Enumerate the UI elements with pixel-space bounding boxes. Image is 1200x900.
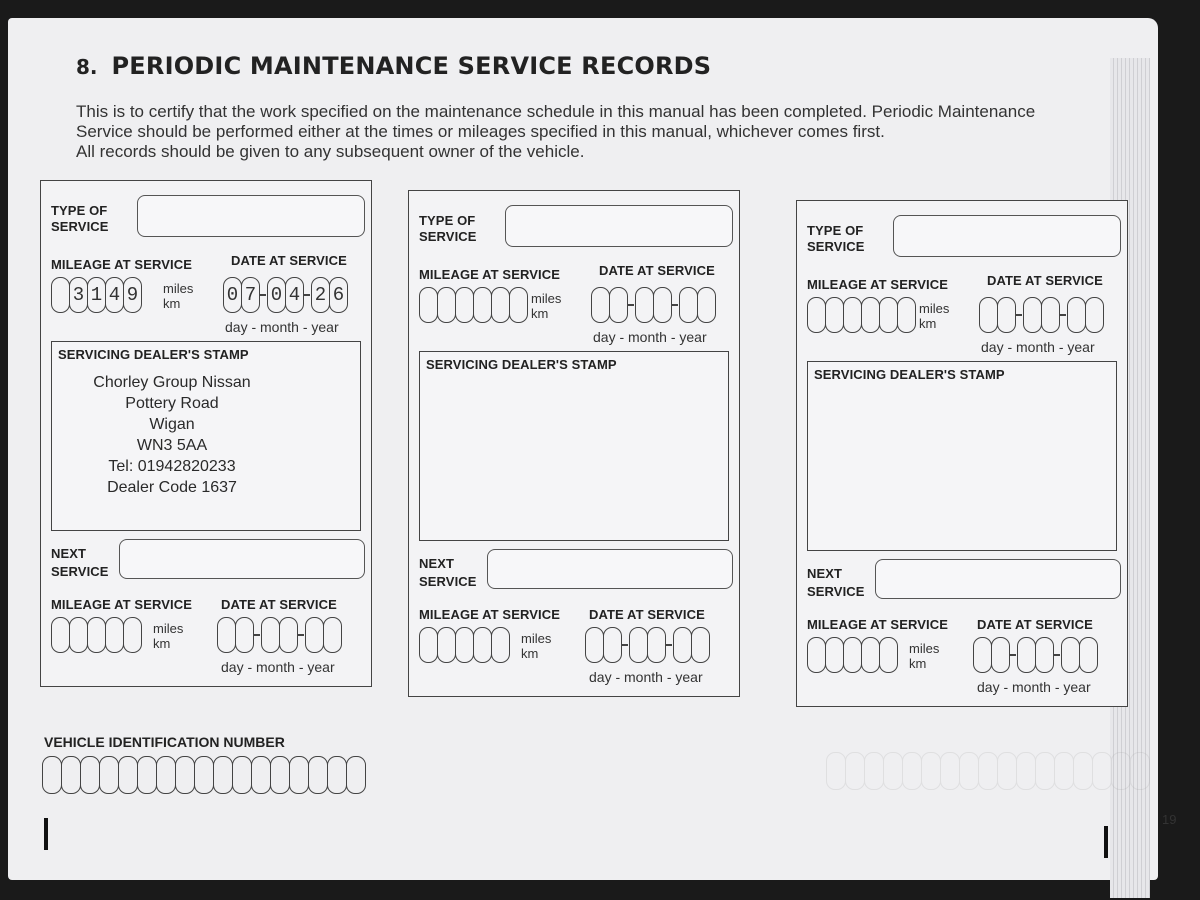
ghost-vin-cell <box>845 752 865 790</box>
stamp-line: WN3 5AA <box>136 437 208 454</box>
digit-cell[interactable] <box>455 287 474 323</box>
km-unit: km <box>163 296 181 311</box>
vin-field[interactable] <box>42 756 365 794</box>
date-digit-cell[interactable]: 7 <box>241 277 260 313</box>
intro-line-1: This is to certify that the work specified on the maintenance schedule in this manual has been completed. Periodic Maintenance <box>76 102 1036 121</box>
digit-cell[interactable]: 4 <box>105 277 124 313</box>
digit-cell[interactable] <box>419 287 438 323</box>
section-number: 8. <box>76 55 98 79</box>
page-content <box>36 40 1177 860</box>
date-digit-cell[interactable] <box>697 287 716 323</box>
date-digit-cell[interactable] <box>691 627 710 663</box>
digit-cell[interactable] <box>897 297 916 333</box>
date-digit-cell[interactable] <box>1023 297 1042 333</box>
ghost-vin-cell <box>921 752 941 790</box>
vin-cell[interactable] <box>289 756 309 794</box>
date-format-hint: day - month - year <box>981 339 1095 355</box>
stamp-line: Wigan <box>149 416 195 433</box>
digit-cell[interactable] <box>807 637 826 673</box>
stamp-line: Tel: 01942820233 <box>108 458 236 475</box>
ghost-vin-cell <box>1092 752 1112 790</box>
date-separator <box>304 294 310 296</box>
next-service-field[interactable] <box>487 549 733 589</box>
dealer-stamp-area[interactable] <box>807 361 1117 551</box>
vin-cell[interactable] <box>99 756 119 794</box>
date-format-hint: day - month - year <box>593 329 707 345</box>
digit-cell[interactable] <box>105 617 124 653</box>
miles-unit: miles <box>531 291 562 306</box>
digit-cell[interactable] <box>455 627 474 663</box>
ghost-vin-cell <box>902 752 922 790</box>
ghost-vin-cell <box>883 752 903 790</box>
type-of-service-label: TYPE OF SERVICE <box>51 203 109 234</box>
ghost-vin-cell <box>997 752 1017 790</box>
service-record-1 <box>40 180 372 687</box>
digit-cell[interactable] <box>861 637 880 673</box>
dealer-stamp-area[interactable] <box>51 341 361 531</box>
next-miles-unit: miles <box>909 641 940 656</box>
ghost-vin-cell <box>1016 752 1036 790</box>
date-digit-cell[interactable] <box>279 617 298 653</box>
next-service-label: NEXT SERVICE <box>419 556 477 589</box>
digit-cell[interactable] <box>51 617 70 653</box>
mileage-label: MILEAGE AT SERVICE <box>807 277 948 292</box>
digit-cell[interactable]: 1 <box>87 277 106 313</box>
dealer-stamp-text <box>52 372 292 498</box>
vin-cell[interactable] <box>156 756 176 794</box>
date-separator <box>1016 314 1022 316</box>
digit-cell[interactable] <box>843 637 862 673</box>
type-of-service-label: TYPE OF SERVICE <box>419 213 477 244</box>
date-digit-cell[interactable] <box>1017 637 1036 673</box>
section-heading <box>76 52 711 80</box>
vin-cell[interactable] <box>42 756 62 794</box>
date-digit-cell[interactable] <box>591 287 610 323</box>
digit-cell[interactable] <box>437 627 456 663</box>
type-of-service-field[interactable] <box>893 215 1121 257</box>
next-service-label: NEXT SERVICE <box>807 566 865 599</box>
next-mileage-label: MILEAGE AT SERVICE <box>51 597 192 612</box>
vin-cell[interactable] <box>270 756 290 794</box>
next-miles-unit: miles <box>521 631 552 646</box>
vin-cell[interactable] <box>137 756 157 794</box>
next-date-label: DATE AT SERVICE <box>589 607 705 622</box>
date-digit-cell[interactable] <box>647 627 666 663</box>
date-digit-cell[interactable] <box>679 287 698 323</box>
next-date-field[interactable] <box>217 617 341 653</box>
next-date-field[interactable] <box>585 627 709 663</box>
vin-cell[interactable] <box>118 756 138 794</box>
digit-cell[interactable] <box>123 617 142 653</box>
date-digit-cell[interactable] <box>991 637 1010 673</box>
date-separator <box>1054 654 1060 656</box>
date-field[interactable] <box>591 287 715 323</box>
date-separator <box>1010 654 1016 656</box>
digit-cell[interactable] <box>825 297 844 333</box>
vin-cell[interactable] <box>346 756 366 794</box>
type-of-service-field[interactable] <box>137 195 365 237</box>
date-field[interactable] <box>223 277 347 313</box>
ghost-vin-cell <box>1111 752 1131 790</box>
next-km-unit: km <box>521 646 539 661</box>
date-digit-cell[interactable] <box>305 617 324 653</box>
vin-cell[interactable] <box>80 756 100 794</box>
intro-line-3: All records should be given to any subsequent owner of the vehicle. <box>76 142 585 161</box>
digit-cell[interactable] <box>491 287 510 323</box>
dealer-stamp-label: SERVICING DEALER'S STAMP <box>58 347 249 362</box>
next-units <box>153 621 183 651</box>
next-date-format-hint: day - month - year <box>221 659 335 675</box>
vin-cell[interactable] <box>251 756 271 794</box>
vin-cell[interactable] <box>308 756 328 794</box>
date-digit-cell[interactable] <box>603 627 622 663</box>
digit-cell[interactable] <box>861 297 880 333</box>
date-separator <box>1060 314 1066 316</box>
date-digit-cell[interactable]: 6 <box>329 277 348 313</box>
date-digit-cell[interactable] <box>673 627 692 663</box>
stamp-line: Pottery Road <box>125 395 219 412</box>
mileage-label: MILEAGE AT SERVICE <box>419 267 560 282</box>
intro-text <box>76 102 1136 162</box>
intro-line-2: Service should be performed either at the times or mileages specified in this manual, whichever comes first. <box>76 122 885 141</box>
next-km-unit: km <box>909 656 927 671</box>
mileage-label: MILEAGE AT SERVICE <box>51 257 192 272</box>
next-service-field[interactable] <box>119 539 365 579</box>
date-digit-cell[interactable] <box>261 617 280 653</box>
units <box>919 301 949 331</box>
vin-cell[interactable] <box>175 756 195 794</box>
digit-cell[interactable] <box>437 287 456 323</box>
next-service-label: NEXT SERVICE <box>51 546 109 579</box>
vin-cell[interactable] <box>61 756 81 794</box>
next-mileage-label: MILEAGE AT SERVICE <box>419 607 560 622</box>
digit-cell[interactable] <box>87 617 106 653</box>
ghost-vin-cell <box>1035 752 1055 790</box>
digit-cell[interactable] <box>51 277 70 313</box>
mileage-field[interactable] <box>51 277 141 313</box>
date-digit-cell[interactable] <box>1061 637 1080 673</box>
date-separator <box>254 634 260 636</box>
date-digit-cell[interactable] <box>635 287 654 323</box>
digit-cell[interactable] <box>419 627 438 663</box>
next-date-format-hint: day - month - year <box>977 679 1091 695</box>
type-of-service-field[interactable] <box>505 205 733 247</box>
digit-cell[interactable] <box>825 637 844 673</box>
ghost-vin-cell <box>826 752 846 790</box>
dealer-stamp-label: SERVICING DEALER'S STAMP <box>426 357 617 372</box>
next-mileage-field[interactable] <box>807 637 897 673</box>
next-units <box>909 641 939 671</box>
date-digit-cell[interactable]: 0 <box>267 277 286 313</box>
vin-cell[interactable] <box>194 756 214 794</box>
next-date-label: DATE AT SERVICE <box>977 617 1093 632</box>
mileage-field[interactable] <box>419 287 527 323</box>
digit-cell[interactable]: 9 <box>123 277 142 313</box>
units <box>163 281 193 311</box>
date-separator <box>622 644 628 646</box>
digit-cell[interactable]: 3 <box>69 277 88 313</box>
binding-mark-right <box>1104 826 1108 858</box>
ghost-vin-cell <box>959 752 979 790</box>
manual-page <box>8 18 1177 880</box>
digit-cell[interactable] <box>509 287 528 323</box>
next-miles-unit: miles <box>153 621 184 636</box>
next-units <box>521 631 551 661</box>
stamp-line: Chorley Group Nissan <box>93 374 251 391</box>
date-separator <box>260 294 266 296</box>
date-digit-cell[interactable] <box>629 627 648 663</box>
date-digit-cell[interactable] <box>979 297 998 333</box>
date-digit-cell[interactable]: 0 <box>223 277 242 313</box>
service-record-2 <box>408 190 740 697</box>
next-date-field[interactable] <box>973 637 1097 673</box>
date-digit-cell[interactable] <box>609 287 628 323</box>
binding-mark-left <box>44 818 48 850</box>
date-digit-cell[interactable] <box>1035 637 1054 673</box>
next-mileage-label: MILEAGE AT SERVICE <box>807 617 948 632</box>
vin-cell[interactable] <box>213 756 233 794</box>
digit-cell[interactable] <box>879 637 898 673</box>
next-mileage-field[interactable] <box>419 627 509 663</box>
next-date-label: DATE AT SERVICE <box>221 597 337 612</box>
date-label: DATE AT SERVICE <box>599 263 715 278</box>
mileage-field[interactable] <box>807 297 915 333</box>
date-digit-cell[interactable] <box>653 287 672 323</box>
digit-cell[interactable] <box>843 297 862 333</box>
units <box>531 291 561 321</box>
ghost-vin-cell <box>864 752 884 790</box>
ghost-vin-cell <box>1054 752 1074 790</box>
date-field[interactable] <box>979 297 1103 333</box>
next-service-field[interactable] <box>875 559 1121 599</box>
digit-cell[interactable] <box>879 297 898 333</box>
vin-label: VEHICLE IDENTIFICATION NUMBER <box>44 734 285 750</box>
stamp-line: Dealer Code 1637 <box>107 479 237 496</box>
show-through-vin <box>826 752 1149 790</box>
section-title: PERIODIC MAINTENANCE SERVICE RECORDS <box>111 52 712 80</box>
date-separator <box>672 304 678 306</box>
date-digit-cell[interactable] <box>973 637 992 673</box>
date-digit-cell[interactable]: 2 <box>311 277 330 313</box>
vin-cell[interactable] <box>327 756 347 794</box>
km-unit: km <box>531 306 549 321</box>
dealer-stamp-label: SERVICING DEALER'S STAMP <box>814 367 1005 382</box>
date-digit-cell[interactable] <box>235 617 254 653</box>
date-digit-cell[interactable] <box>1067 297 1086 333</box>
date-digit-cell[interactable] <box>1041 297 1060 333</box>
date-label: DATE AT SERVICE <box>987 273 1103 288</box>
ghost-vin-cell <box>978 752 998 790</box>
date-digit-cell[interactable] <box>1079 637 1098 673</box>
digit-cell[interactable] <box>69 617 88 653</box>
ghost-vin-cell <box>1073 752 1093 790</box>
vin-cell[interactable] <box>232 756 252 794</box>
ghost-vin-cell <box>1130 752 1150 790</box>
miles-unit: miles <box>919 301 950 316</box>
date-format-hint: day - month - year <box>225 319 339 335</box>
date-digit-cell[interactable]: 4 <box>285 277 304 313</box>
service-record-3 <box>796 200 1128 707</box>
km-unit: km <box>919 316 937 331</box>
miles-unit: miles <box>163 281 194 296</box>
next-km-unit: km <box>153 636 171 651</box>
next-mileage-field[interactable] <box>51 617 141 653</box>
digit-cell[interactable] <box>807 297 826 333</box>
date-label: DATE AT SERVICE <box>231 253 347 268</box>
page-number: 19 <box>1162 812 1177 827</box>
dealer-stamp-area[interactable] <box>419 351 729 541</box>
type-of-service-label: TYPE OF SERVICE <box>807 223 865 254</box>
date-digit-cell[interactable] <box>1085 297 1104 333</box>
date-digit-cell[interactable] <box>997 297 1016 333</box>
date-digit-cell[interactable] <box>217 617 236 653</box>
digit-cell[interactable] <box>473 287 492 323</box>
date-separator <box>666 644 672 646</box>
date-separator <box>298 634 304 636</box>
date-digit-cell[interactable] <box>323 617 342 653</box>
digit-cell[interactable] <box>491 627 510 663</box>
digit-cell[interactable] <box>473 627 492 663</box>
ghost-vin-cell <box>940 752 960 790</box>
next-date-format-hint: day - month - year <box>589 669 703 685</box>
date-separator <box>628 304 634 306</box>
date-digit-cell[interactable] <box>585 627 604 663</box>
